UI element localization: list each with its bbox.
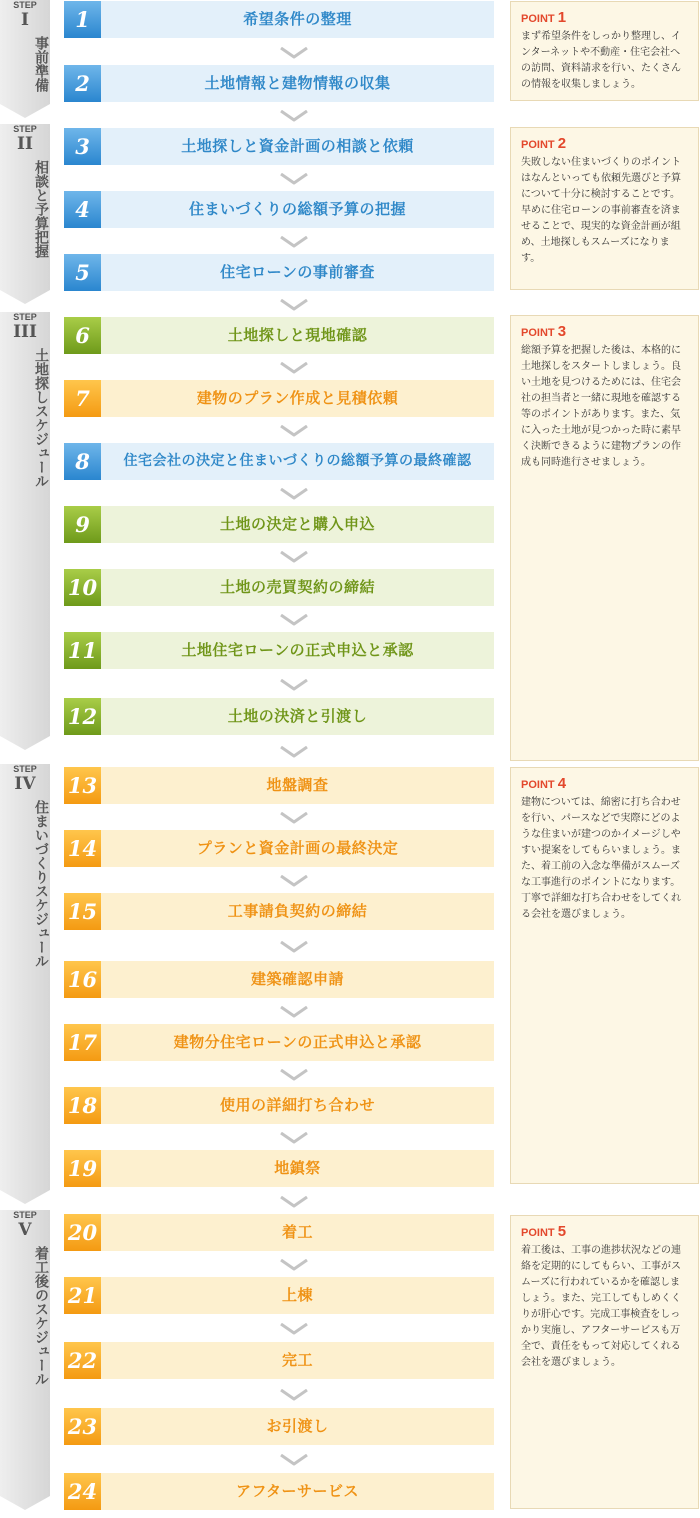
flow-item-24 — [64, 1473, 494, 1510]
point-box-4 — [510, 767, 699, 1184]
point-heading-label: POINT — [521, 779, 555, 791]
step-number-badge: 5 — [64, 254, 101, 291]
flow-item-label: 住宅会社の決定と住まいづくりの総額予算の最終確認 — [101, 443, 494, 480]
chevron-down-icon — [280, 941, 308, 955]
chevron-down-icon — [280, 1259, 308, 1273]
step-number-badge: 14 — [64, 830, 101, 867]
flow-item-label: 地鎮祭 — [101, 1150, 494, 1187]
chevron-down-icon — [280, 1454, 308, 1468]
flow-item-10 — [64, 569, 494, 606]
flow-item-8 — [64, 443, 494, 480]
chevron-down-icon — [280, 236, 308, 250]
step-number-badge: 13 — [64, 767, 101, 804]
flow-item-19 — [64, 1150, 494, 1187]
point-text: 建物については、綿密に打ち合わせを行い、パースなどで実際にどのような住まいが建つのかイメージしやすい提案をしてもらいましょう。また、着工前の入念な準備がスムーズな工事進行のポイントになります。丁寧で詳細な打ち合わせをしてくれる会社を選びましょう。 — [521, 797, 681, 920]
point-box-1 — [510, 1, 699, 101]
flow-item-1 — [64, 1, 494, 38]
flow-item-21 — [64, 1277, 494, 1314]
step-label: STEP — [13, 124, 37, 134]
chevron-down-icon — [280, 173, 308, 187]
step-column-1 — [0, 0, 50, 118]
point-heading-number: 2 — [557, 135, 567, 152]
flow-item-11 — [64, 632, 494, 669]
point-heading-number: 5 — [557, 1223, 567, 1240]
chevron-down-icon — [280, 679, 308, 693]
flow-item-label: 土地の決定と購入申込 — [101, 506, 494, 543]
chevron-down-icon — [280, 47, 308, 61]
point-text: 着工後は、工事の進捗状況などの連絡を定期的にしてもらい、工事がスムーズに行われているかを確認しましょう。また、完工してもしめくくりが肝心です。完成工事検査をしっかり実施し、アフターサービスも万全で、責任をもって対応してくれる会社を選びましょう。 — [521, 1245, 681, 1368]
chevron-down-icon — [280, 1323, 308, 1337]
step-numeral: III — [13, 322, 37, 342]
flow-item-16 — [64, 961, 494, 998]
step-number-badge: 11 — [64, 632, 101, 669]
flow-item-label: お引渡し — [101, 1408, 494, 1445]
chevron-down-icon — [280, 875, 308, 889]
chevron-down-icon — [280, 746, 308, 760]
flow-item-label: 使用の詳細打ち合わせ — [101, 1087, 494, 1124]
step-number-badge: 17 — [64, 1024, 101, 1061]
step-number-badge: 16 — [64, 961, 101, 998]
flow-item-label: 土地の決済と引渡し — [101, 698, 494, 735]
point-heading-label: POINT — [521, 13, 555, 25]
point-heading-number: 4 — [557, 775, 567, 792]
step-number-badge: 20 — [64, 1214, 101, 1251]
flow-item-2 — [64, 65, 494, 102]
chevron-down-icon — [280, 425, 308, 439]
chevron-down-icon — [280, 488, 308, 502]
flow-item-18 — [64, 1087, 494, 1124]
chevron-down-icon — [280, 812, 308, 826]
chevron-down-icon — [280, 1132, 308, 1146]
step-numeral: II — [17, 134, 33, 154]
point-box-3 — [510, 315, 699, 761]
flow-item-4 — [64, 191, 494, 228]
step-number-badge: 21 — [64, 1277, 101, 1314]
step-number-badge: 8 — [64, 443, 101, 480]
chevron-down-icon — [280, 1006, 308, 1020]
flow-item-label: 土地住宅ローンの正式申込と承認 — [101, 632, 494, 669]
step-number-badge: 7 — [64, 380, 101, 417]
step-title: 事前準備 — [33, 36, 49, 92]
flow-item-23 — [64, 1408, 494, 1445]
step-number-badge: 12 — [64, 698, 101, 735]
point-heading — [521, 775, 688, 792]
flow-item-13 — [64, 767, 494, 804]
step-number-badge: 3 — [64, 128, 101, 165]
step-label: STEP — [13, 0, 37, 10]
step-label: STEP — [13, 1210, 37, 1220]
point-heading-number: 3 — [557, 323, 567, 340]
step-number-badge: 6 — [64, 317, 101, 354]
step-title: 着工後のスケジュール — [33, 1246, 49, 1386]
flow-item-label: 住まいづくりの総額予算の把握 — [101, 191, 494, 228]
flow-item-label: プランと資金計画の最終決定 — [101, 830, 494, 867]
flow-item-label: 土地の売買契約の締結 — [101, 569, 494, 606]
point-heading — [521, 9, 688, 26]
step-column-5 — [0, 1210, 50, 1510]
flow-item-14 — [64, 830, 494, 867]
flow-item-label: 建物分住宅ローンの正式申込と承認 — [101, 1024, 494, 1061]
flow-item-label: 着工 — [101, 1214, 494, 1251]
flow-item-3 — [64, 128, 494, 165]
flow-item-label: 地盤調査 — [101, 767, 494, 804]
chevron-down-icon — [280, 362, 308, 376]
flow-item-9 — [64, 506, 494, 543]
flow-item-label: 建物のプラン作成と見積依頼 — [101, 380, 494, 417]
chevron-down-icon — [280, 614, 308, 628]
flow-item-22 — [64, 1342, 494, 1379]
point-text: まず希望条件をしっかり整理し、インターネットや不動産・住宅会社への訪問、資料請求を行い、たくさんの情報を収集しましょう。 — [521, 31, 681, 90]
step-column-2 — [0, 124, 50, 304]
flow-item-label: 上棟 — [101, 1277, 494, 1314]
step-numeral: V — [18, 1220, 32, 1240]
step-number-badge: 18 — [64, 1087, 101, 1124]
step-title: 住まいづくりスケジュール — [33, 800, 49, 968]
flow-item-7 — [64, 380, 494, 417]
flow-item-6 — [64, 317, 494, 354]
step-title: 相談と予算把握 — [33, 160, 49, 258]
point-box-2 — [510, 127, 699, 290]
flow-item-label: 工事請負契約の締結 — [101, 893, 494, 930]
step-number-badge: 2 — [64, 65, 101, 102]
chevron-down-icon — [280, 299, 308, 313]
step-number-badge: 4 — [64, 191, 101, 228]
step-number-badge: 23 — [64, 1408, 101, 1445]
point-heading-label: POINT — [521, 139, 555, 151]
step-numeral: I — [21, 10, 29, 30]
point-heading-number: 1 — [557, 9, 567, 26]
chevron-down-icon — [280, 1389, 308, 1403]
flow-item-12 — [64, 698, 494, 735]
point-heading — [521, 135, 688, 152]
point-text: 失敗しない住まいづくりのポイントはなんといっても依頼先選びと予算について十分に検討することです。早めに住宅ローンの事前審査を済ませることで、現実的な資金計画が組め、土地探しもスムーズになります。 — [521, 157, 681, 264]
point-heading-label: POINT — [521, 1227, 555, 1239]
step-number-badge: 1 — [64, 1, 101, 38]
step-label: STEP — [13, 764, 37, 774]
step-number-badge: 24 — [64, 1473, 101, 1510]
flow-item-label: 住宅ローンの事前審査 — [101, 254, 494, 291]
flow-item-label: 土地探しと資金計画の相談と依頼 — [101, 128, 494, 165]
flow-item-label: アフターサービス — [101, 1473, 494, 1510]
step-number-badge: 22 — [64, 1342, 101, 1379]
flow-item-15 — [64, 893, 494, 930]
step-numeral: IV — [14, 774, 36, 794]
point-text: 総額予算を把握した後は、本格的に土地探しをスタートしましょう。良い土地を見つけるためには、住宅会社の担当者と一緒に現地を確認する等のポイントがあります。また、気に入った土地が見つかった時に素早く決断できるように建物プランの作成も同時進行させましょう。 — [521, 345, 681, 468]
chevron-down-icon — [280, 551, 308, 565]
chevron-down-icon — [280, 1196, 308, 1210]
flow-item-label: 土地情報と建物情報の収集 — [101, 65, 494, 102]
step-number-badge: 10 — [64, 569, 101, 606]
point-heading — [521, 323, 688, 340]
point-box-5 — [510, 1215, 699, 1509]
step-title: 土地探しスケジュール — [33, 348, 49, 488]
flow-item-label: 土地探しと現地確認 — [101, 317, 494, 354]
step-column-4 — [0, 764, 50, 1204]
chevron-down-icon — [280, 1069, 308, 1083]
flow-item-20 — [64, 1214, 494, 1251]
step-number-badge: 9 — [64, 506, 101, 543]
chevron-down-icon — [280, 110, 308, 124]
step-column-3 — [0, 312, 50, 750]
point-heading-label: POINT — [521, 327, 555, 339]
flow-item-label: 建築確認申請 — [101, 961, 494, 998]
point-heading — [521, 1223, 688, 1240]
step-number-badge: 15 — [64, 893, 101, 930]
flow-item-label: 完工 — [101, 1342, 494, 1379]
step-number-badge: 19 — [64, 1150, 101, 1187]
flow-item-5 — [64, 254, 494, 291]
flow-item-17 — [64, 1024, 494, 1061]
step-label: STEP — [13, 312, 37, 322]
flow-item-label: 希望条件の整理 — [101, 1, 494, 38]
